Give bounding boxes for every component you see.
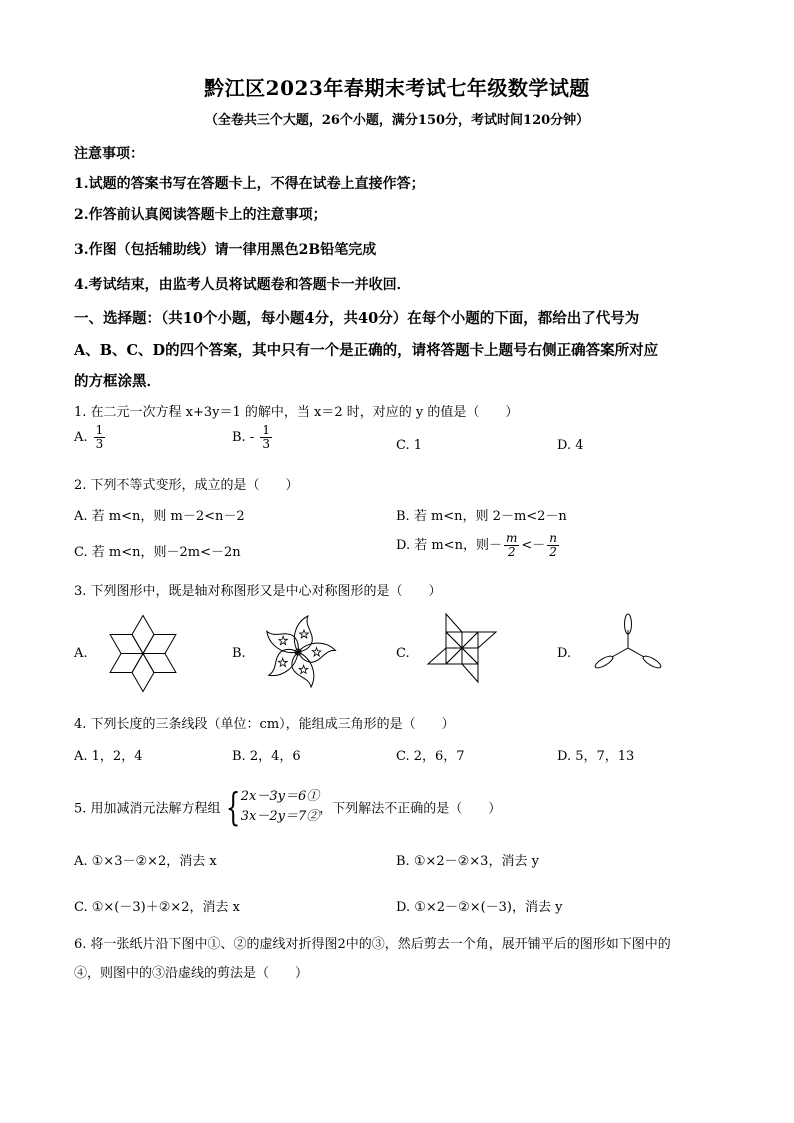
q5-option-b: B. ①×2－②×3，消去 y <box>396 854 539 869</box>
q3-option-a-label: A. <box>74 646 88 661</box>
exam-info: （全卷共三个大题，26个小题，满分150分，考试时间120分钟） <box>204 113 590 128</box>
q4-option-b: B. 2，4，6 <box>232 749 301 764</box>
q3-option-b-label: B. <box>232 646 246 661</box>
note-item: 3.作图（包括辅助线）请一律用黑色2B铅笔完成 <box>74 242 377 258</box>
q1-option-c: C. 1 <box>396 438 423 453</box>
q5-option-d: D. ①×2－②×(－3)，消去 y <box>396 900 563 915</box>
section-instructions: A、B、C、D的四个答案，其中只有一个是正确的，请将答题卡上题号右侧正确答案所对应 <box>74 342 659 359</box>
q5-option-a: A. ①×3－②×2，消去 x <box>74 854 217 869</box>
section-instructions: 一、选择题：（共10个小题，每小题4分，共40分）在每个小题的下面，都给出了代号为 <box>74 310 640 327</box>
question-6-stem: ④，则图中的③沿虚线的剪法是（ ） <box>74 966 309 981</box>
section-instructions: 的方框涂黑． <box>74 373 161 390</box>
five-petal-star-figure <box>258 612 338 692</box>
q3-option-d-label: D. <box>557 646 572 661</box>
question-6-stem: 6. 将一张纸片沿下图中①、②的虚线对折得图2中的③，然后剪去一个角，展开铺平后的图形如下图中的 <box>74 937 671 952</box>
question-3-stem: 3. 下列图形中，既是轴对称图形又是中心对称图形的是（ ） <box>74 584 442 599</box>
fraction: $\frac{m}{2}$ <box>505 531 518 560</box>
q4-option-a: A. 1，2，4 <box>74 749 143 764</box>
q4-option-c: C. 2，6，7 <box>396 749 465 764</box>
page-title: 黔江区2023年春期末考试七年级数学试题 <box>204 76 590 100</box>
q2-option-d: D. 若 m<n，则－ $\frac{m}{2}$ <－ $\frac{n}{2}$ <box>396 531 557 560</box>
fraction: $\frac{n}{2}$ <box>549 531 557 560</box>
pinwheel-figure <box>425 611 499 685</box>
q1-option-a <box>74 424 107 451</box>
equation-brace: { <box>225 785 240 829</box>
question-4-stem: 4. 下列长度的三条线段（单位：cm），能组成三角形的是（ ） <box>74 717 455 732</box>
fraction: $\frac{1}{3}$ <box>262 423 271 452</box>
six-rhombus-star-figure <box>103 611 183 696</box>
option-label: A. <box>74 430 88 446</box>
question-1-stem: 1. 在二元一次方程 x+3y＝1 的解中，当 x＝2 时，对应的 y 的值是（ ） <box>74 405 519 420</box>
q2-option-a: A. 若 m<n，则 m－2<n－2 <box>74 509 245 524</box>
three-leaf-figure <box>588 613 668 693</box>
equation-system: 2x－3y＝6① 3x－2y＝7② <box>240 789 320 824</box>
q1-option-b: B. - $\frac{1}{3}$ <box>232 423 271 452</box>
q1-option-d: D. 4 <box>557 438 584 453</box>
q3-option-c-label: C. <box>396 646 410 661</box>
q2-option-c: C. 若 m<n，则－2m<－2n <box>74 545 241 560</box>
q2-option-b: B. 若 m<n，则 2－m<2－n <box>396 509 567 524</box>
question-5-stem: 5. 用加减消元法解方程组 { 2x－3y＝6① 3x－2y＝7② ，下列解法不正确的是（ ） <box>74 785 502 829</box>
fraction: $\frac{1}{3}$ <box>95 423 104 452</box>
note-item: 1.试题的答案书写在答题卡上，不得在试卷上直接作答； <box>74 176 425 192</box>
q5-option-c: C. ①×(－3)＋②×2，消去 x <box>74 900 240 915</box>
notes-heading: 注意事项： <box>74 146 144 162</box>
q4-option-d: D. 5，7，13 <box>557 749 635 764</box>
option-label: B. <box>232 430 246 446</box>
note-item: 4.考试结束，由监考人员将试题卷和答题卡一并收回． <box>74 277 411 293</box>
note-item: 2.作答前认真阅读答题卡上的注意事项； <box>74 207 327 223</box>
question-2-stem: 2. 下列不等式变形，成立的是（ ） <box>74 478 299 493</box>
